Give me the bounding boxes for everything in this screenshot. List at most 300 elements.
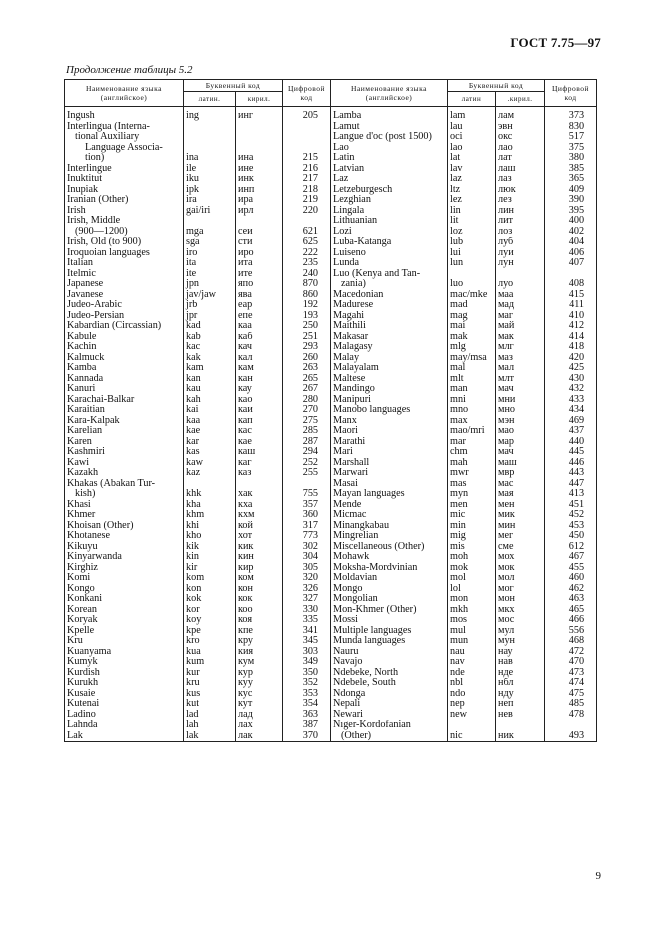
- digital-code-left: 251: [283, 332, 331, 343]
- table-row: [65, 615, 597, 626]
- language-name-left: Language Associa-: [65, 143, 184, 154]
- language-name-left: Inupiak: [65, 185, 184, 196]
- latin-code-left: khm: [184, 510, 236, 521]
- language-name-right: Maithili: [331, 321, 448, 332]
- cyrillic-code-right: мог: [496, 584, 545, 595]
- language-name-left: Khotanese: [65, 531, 184, 542]
- latin-code-right: max: [448, 416, 496, 427]
- language-name-left: Italian: [65, 258, 184, 269]
- table-row: [65, 405, 597, 416]
- latin-code-left: ina: [184, 153, 236, 164]
- language-name-right: Magahi: [331, 311, 448, 322]
- cyrillic-code-right: мол: [496, 573, 545, 584]
- language-name-left: Kannada: [65, 374, 184, 385]
- latin-code-left: koy: [184, 615, 236, 626]
- digital-code-left: 352: [283, 678, 331, 689]
- language-name-left: Kru: [65, 636, 184, 647]
- digital-code-right: 406: [545, 248, 597, 259]
- latin-code-left: [184, 132, 236, 143]
- language-name-left: Kabardian (Circassian): [65, 321, 184, 332]
- cyrillic-code-right: мач: [496, 447, 545, 458]
- table-row: [65, 342, 597, 353]
- digital-code-right: 466: [545, 615, 597, 626]
- cyrillic-code-right: мно: [496, 405, 545, 416]
- digital-code-right: 830: [545, 122, 597, 133]
- latin-code-left: kur: [184, 668, 236, 679]
- cyrillic-code-right: лин: [496, 206, 545, 217]
- cyrillic-code-left: кик: [236, 542, 283, 553]
- language-name-left: Kongo: [65, 584, 184, 595]
- language-name-left: Karaitian: [65, 405, 184, 416]
- table-row: [65, 290, 597, 301]
- cyrillic-code-left: иро: [236, 248, 283, 259]
- language-name-left: Judeo-Persian: [65, 311, 184, 322]
- language-name-right: Lozi: [331, 227, 448, 238]
- digital-code-right: 415: [545, 290, 597, 301]
- cyrillic-code-right: нау: [496, 647, 545, 658]
- cyrillic-code-left: кум: [236, 657, 283, 668]
- language-name-right: Latin: [331, 153, 448, 164]
- digital-code-left: 305: [283, 563, 331, 574]
- cyrillic-code-left: кия: [236, 647, 283, 658]
- digital-code-left: 218: [283, 185, 331, 196]
- cyrillic-code-right: [496, 269, 545, 280]
- table-caption: Продолжение таблицы 5.2: [66, 64, 193, 76]
- cyrillic-code-left: кур: [236, 668, 283, 679]
- latin-code-left: kua: [184, 647, 236, 658]
- language-name-left: Kalmuck: [65, 353, 184, 364]
- cyrillic-code-left: ирл: [236, 206, 283, 217]
- latin-code-left: iro: [184, 248, 236, 259]
- digital-code-left: 287: [283, 437, 331, 448]
- language-name-right: (Other): [331, 731, 448, 742]
- digital-code-right: 413: [545, 489, 597, 500]
- cyrillic-code-right: лао: [496, 143, 545, 154]
- table-row: [65, 699, 597, 710]
- digital-code-left: 265: [283, 374, 331, 385]
- digital-code-right: 409: [545, 185, 597, 196]
- language-name-right: Miscellaneous (Other): [331, 542, 448, 553]
- latin-code-right: nav: [448, 657, 496, 668]
- language-name-left: Kpelle: [65, 626, 184, 637]
- table-row: [65, 143, 597, 154]
- language-name-left: Kachin: [65, 342, 184, 353]
- latin-code-right: luo: [448, 279, 496, 290]
- language-name-right: Madurese: [331, 300, 448, 311]
- latin-code-right: mkh: [448, 605, 496, 616]
- language-name-left: Korean: [65, 605, 184, 616]
- table-row: [65, 227, 597, 238]
- latin-code-left: kor: [184, 605, 236, 616]
- cyrillic-code-left: инп: [236, 185, 283, 196]
- digital-code-left: 326: [283, 584, 331, 595]
- digital-code-left: 387: [283, 720, 331, 731]
- cyrillic-code-right: мик: [496, 510, 545, 521]
- col-header-latin-right: латин: [448, 92, 496, 107]
- digital-code-left: 363: [283, 710, 331, 721]
- latin-code-right: chm: [448, 447, 496, 458]
- cyrillic-code-left: кус: [236, 689, 283, 700]
- language-name-right: Luiseno: [331, 248, 448, 259]
- digital-code-left: 193: [283, 311, 331, 322]
- latin-code-left: kon: [184, 584, 236, 595]
- language-name-right: Lamut: [331, 122, 448, 133]
- digital-code-right: 365: [545, 174, 597, 185]
- digital-code-right: [545, 269, 597, 280]
- latin-code-left: ipk: [184, 185, 236, 196]
- language-name-left: Kabule: [65, 332, 184, 343]
- latin-code-right: mad: [448, 300, 496, 311]
- digital-code-left: 370: [283, 731, 331, 742]
- digital-code-right: 460: [545, 573, 597, 584]
- latin-code-right: mas: [448, 479, 496, 490]
- language-name-left: tional Auxiliary: [65, 132, 184, 143]
- latin-code-left: kin: [184, 552, 236, 563]
- language-name-left: Khoisan (Other): [65, 521, 184, 532]
- digital-code-left: 335: [283, 615, 331, 626]
- language-name-right: Lao: [331, 143, 448, 154]
- table-row: [65, 164, 597, 175]
- cyrillic-code-right: мон: [496, 594, 545, 605]
- language-name-left: Kawi: [65, 458, 184, 469]
- cyrillic-code-left: кон: [236, 584, 283, 595]
- digital-code-left: 240: [283, 269, 331, 280]
- table-row: [65, 384, 597, 395]
- latin-code-left: ite: [184, 269, 236, 280]
- language-name-right: Marwari: [331, 468, 448, 479]
- digital-code-right: 430: [545, 374, 597, 385]
- digital-code-left: 293: [283, 342, 331, 353]
- language-name-right: Ndebele, South: [331, 678, 448, 689]
- table-row: [65, 468, 597, 479]
- cyrillic-code-right: нде: [496, 668, 545, 679]
- language-name-left: Kinyarwanda: [65, 552, 184, 563]
- latin-code-left: jrb: [184, 300, 236, 311]
- latin-code-left: kum: [184, 657, 236, 668]
- latin-code-right: mac/mke: [448, 290, 496, 301]
- cyrillic-code-right: мал: [496, 363, 545, 374]
- language-name-right: Letzeburgesch: [331, 185, 448, 196]
- cyrillic-code-right: лит: [496, 216, 545, 227]
- latin-code-right: lav: [448, 164, 496, 175]
- latin-code-right: may/msa: [448, 353, 496, 364]
- digital-code-left: 280: [283, 395, 331, 406]
- digital-code-right: 437: [545, 426, 597, 437]
- table-row: [65, 122, 597, 133]
- cyrillic-code-left: япо: [236, 279, 283, 290]
- digital-code-right: 402: [545, 227, 597, 238]
- digital-code-right: 443: [545, 468, 597, 479]
- cyrillic-code-left: кха: [236, 500, 283, 511]
- digital-code-right: 473: [545, 668, 597, 679]
- table-row: [65, 248, 597, 259]
- language-name-right: Navajo: [331, 657, 448, 668]
- language-name-left: Koryak: [65, 615, 184, 626]
- digital-code-right: 407: [545, 258, 597, 269]
- latin-code-right: mos: [448, 615, 496, 626]
- latin-code-right: ndo: [448, 689, 496, 700]
- cyrillic-code-right: мос: [496, 615, 545, 626]
- language-name-right: Munda languages: [331, 636, 448, 647]
- latin-code-left: kam: [184, 363, 236, 374]
- table-row: [65, 636, 597, 647]
- language-name-left: Khasi: [65, 500, 184, 511]
- cyrillic-code-right: нев: [496, 710, 545, 721]
- language-name-right: Laz: [331, 174, 448, 185]
- digital-code-left: 217: [283, 174, 331, 185]
- language-name-right: Mon-Khmer (Other): [331, 605, 448, 616]
- latin-code-left: kru: [184, 678, 236, 689]
- language-name-right: Luba-Katanga: [331, 237, 448, 248]
- cyrillic-code-right: [496, 720, 545, 731]
- latin-code-left: kab: [184, 332, 236, 343]
- digital-code-right: 472: [545, 647, 597, 658]
- digital-code-left: 267: [283, 384, 331, 395]
- digital-code-right: 375: [545, 143, 597, 154]
- cyrillic-code-left: коо: [236, 605, 283, 616]
- cyrillic-code-left: кок: [236, 594, 283, 605]
- cyrillic-code-left: сти: [236, 237, 283, 248]
- table-row: [65, 300, 597, 311]
- digital-code-right: 432: [545, 384, 597, 395]
- language-name-left: Itelmic: [65, 269, 184, 280]
- digital-code-right: 400: [545, 216, 597, 227]
- language-name-left: Karelian: [65, 426, 184, 437]
- cyrillic-code-left: кап: [236, 416, 283, 427]
- cyrillic-code-left: каг: [236, 458, 283, 469]
- language-name-left: Inuktitut: [65, 174, 184, 185]
- cyrillic-code-left: кае: [236, 437, 283, 448]
- latin-code-left: ing: [184, 111, 236, 122]
- latin-code-right: lat: [448, 153, 496, 164]
- cyrillic-code-right: нду: [496, 689, 545, 700]
- cyrillic-code-left: сеи: [236, 227, 283, 238]
- table-row: [65, 500, 597, 511]
- latin-code-left: khk: [184, 489, 236, 500]
- digital-code-right: 446: [545, 458, 597, 469]
- latin-code-left: kpe: [184, 626, 236, 637]
- digital-code-right: 445: [545, 447, 597, 458]
- table-row: [65, 216, 597, 227]
- latin-code-right: lui: [448, 248, 496, 259]
- cyrillic-code-right: мун: [496, 636, 545, 647]
- table-row: [65, 489, 597, 500]
- digital-code-right: 469: [545, 416, 597, 427]
- digital-code-right: 385: [545, 164, 597, 175]
- cyrillic-code-right: эвн: [496, 122, 545, 133]
- language-name-right: Mayan languages: [331, 489, 448, 500]
- language-name-left: Kikuyu: [65, 542, 184, 553]
- language-name-right: Multiple languages: [331, 626, 448, 637]
- language-name-left: Ingush: [65, 111, 184, 122]
- digital-code-right: 612: [545, 542, 597, 553]
- language-name-right: Latvian: [331, 164, 448, 175]
- digital-code-left: 773: [283, 531, 331, 542]
- language-name-right: Micmac: [331, 510, 448, 521]
- cyrillic-code-right: лоз: [496, 227, 545, 238]
- latin-code-right: nic: [448, 731, 496, 742]
- language-name-left: Irish: [65, 206, 184, 217]
- latin-code-left: jpr: [184, 311, 236, 322]
- table-row: [65, 374, 597, 385]
- cyrillic-code-right: мок: [496, 563, 545, 574]
- cyrillic-code-left: каи: [236, 405, 283, 416]
- language-name-right: Manobo languages: [331, 405, 448, 416]
- digital-code-right: 556: [545, 626, 597, 637]
- language-name-right: Moldavian: [331, 573, 448, 584]
- cyrillic-code-left: каш: [236, 447, 283, 458]
- digital-code-left: 270: [283, 405, 331, 416]
- language-name-right: Manipuri: [331, 395, 448, 406]
- latin-code-right: mok: [448, 563, 496, 574]
- cyrillic-code-right: мни: [496, 395, 545, 406]
- digital-code-right: 433: [545, 395, 597, 406]
- latin-code-right: myn: [448, 489, 496, 500]
- cyrillic-code-left: кут: [236, 699, 283, 710]
- table-row: [65, 332, 597, 343]
- table-row: [65, 552, 597, 563]
- digital-code-right: 425: [545, 363, 597, 374]
- latin-code-right: nde: [448, 668, 496, 679]
- digital-code-left: 192: [283, 300, 331, 311]
- language-name-right: Nauru: [331, 647, 448, 658]
- language-name-left: Kashmiri: [65, 447, 184, 458]
- table-row: [65, 174, 597, 185]
- standard-header: ГОСТ 7.75—97: [510, 35, 601, 50]
- language-name-left: Interlingua (Interna-: [65, 122, 184, 133]
- language-name-right: Minangkabau: [331, 521, 448, 532]
- table-row: [65, 531, 597, 542]
- digital-code-left: [283, 216, 331, 227]
- table-row: [65, 731, 597, 742]
- latin-code-right: [448, 720, 496, 731]
- latin-code-left: [184, 143, 236, 154]
- digital-code-left: 205: [283, 111, 331, 122]
- digital-code-right: 468: [545, 636, 597, 647]
- col-header-digital-left: Цифровой код: [283, 80, 331, 107]
- table-row: [65, 279, 597, 290]
- digital-code-left: 285: [283, 426, 331, 437]
- digital-code-left: 353: [283, 689, 331, 700]
- cyrillic-code-left: [236, 122, 283, 133]
- table-row: [65, 605, 597, 616]
- latin-code-right: mni: [448, 395, 496, 406]
- cyrillic-code-left: епе: [236, 311, 283, 322]
- table-row: [65, 447, 597, 458]
- language-name-right: Lamba: [331, 111, 448, 122]
- latin-code-right: [448, 269, 496, 280]
- cyrillic-code-right: лат: [496, 153, 545, 164]
- digital-code-right: 451: [545, 500, 597, 511]
- cyrillic-code-left: [236, 143, 283, 154]
- latin-code-left: kah: [184, 395, 236, 406]
- cyrillic-code-right: мар: [496, 437, 545, 448]
- latin-code-left: kar: [184, 437, 236, 448]
- cyrillic-code-left: инг: [236, 111, 283, 122]
- table-row: [65, 426, 597, 437]
- cyrillic-code-left: ира: [236, 195, 283, 206]
- latin-code-right: mak: [448, 332, 496, 343]
- table-row: [65, 353, 597, 364]
- latin-code-right: mar: [448, 437, 496, 448]
- latin-code-right: mlt: [448, 374, 496, 385]
- col-header-cyril-left: кирил.: [236, 92, 283, 107]
- digital-code-right: 450: [545, 531, 597, 542]
- cyrillic-code-right: нбл: [496, 678, 545, 689]
- table-row: [65, 584, 597, 595]
- language-name-right: Macedonian: [331, 290, 448, 301]
- digital-code-left: 327: [283, 594, 331, 605]
- cyrillic-code-right: мкх: [496, 605, 545, 616]
- language-name-right: Malagasy: [331, 342, 448, 353]
- col-header-cyril-right: .кирил.: [496, 92, 545, 107]
- cyrillic-code-right: луи: [496, 248, 545, 259]
- latin-code-right: mno: [448, 405, 496, 416]
- col-header-name-left: Наименование языка (английское): [65, 80, 184, 107]
- latin-code-left: kha: [184, 500, 236, 511]
- cyrillic-code-left: кау: [236, 384, 283, 395]
- digital-code-left: [283, 132, 331, 143]
- col-header-digital-right: Цифровой код: [545, 80, 597, 107]
- language-name-right: Makasar: [331, 332, 448, 343]
- latin-code-right: mwr: [448, 468, 496, 479]
- digital-code-right: 462: [545, 584, 597, 595]
- language-name-right: Lezghian: [331, 195, 448, 206]
- cyrillic-code-left: кой: [236, 521, 283, 532]
- digital-code-right: [545, 720, 597, 731]
- table-row: [65, 689, 597, 700]
- latin-code-left: kak: [184, 353, 236, 364]
- latin-code-right: mao/mri: [448, 426, 496, 437]
- cyrillic-code-right: сме: [496, 542, 545, 553]
- language-name-left: (900—1200): [65, 227, 184, 238]
- table-row: [65, 416, 597, 427]
- language-name-right: Mohawk: [331, 552, 448, 563]
- cyrillic-code-right: ник: [496, 731, 545, 742]
- latin-code-left: kau: [184, 384, 236, 395]
- latin-code-right: mig: [448, 531, 496, 542]
- cyrillic-code-right: нав: [496, 657, 545, 668]
- cyrillic-code-right: май: [496, 321, 545, 332]
- language-name-right: Nepali: [331, 699, 448, 710]
- language-name-left: tion): [65, 153, 184, 164]
- table-row: [65, 479, 597, 490]
- language-name-left: Lak: [65, 731, 184, 742]
- digital-code-left: 350: [283, 668, 331, 679]
- language-name-right: Langue d'oc (post 1500): [331, 132, 448, 143]
- latin-code-right: min: [448, 521, 496, 532]
- latin-code-left: ile: [184, 164, 236, 175]
- col-header-name-right: Наименование языка (английское): [331, 80, 448, 107]
- latin-code-right: laz: [448, 174, 496, 185]
- language-name-right: Ndebeke, North: [331, 668, 448, 679]
- cyrillic-code-right: мак: [496, 332, 545, 343]
- language-name-right: Manx: [331, 416, 448, 427]
- language-name-left: Judeo-Arabic: [65, 300, 184, 311]
- latin-code-left: ita: [184, 258, 236, 269]
- latin-code-right: mol: [448, 573, 496, 584]
- language-name-left: Kurdish: [65, 668, 184, 679]
- language-name-right: Mende: [331, 500, 448, 511]
- digital-code-right: 453: [545, 521, 597, 532]
- latin-code-left: kad: [184, 321, 236, 332]
- cyrillic-code-right: лез: [496, 195, 545, 206]
- cyrillic-code-left: лад: [236, 710, 283, 721]
- latin-code-right: mun: [448, 636, 496, 647]
- language-name-left: Kuanyama: [65, 647, 184, 658]
- language-name-right: Newari: [331, 710, 448, 721]
- language-name-left: Kutenai: [65, 699, 184, 710]
